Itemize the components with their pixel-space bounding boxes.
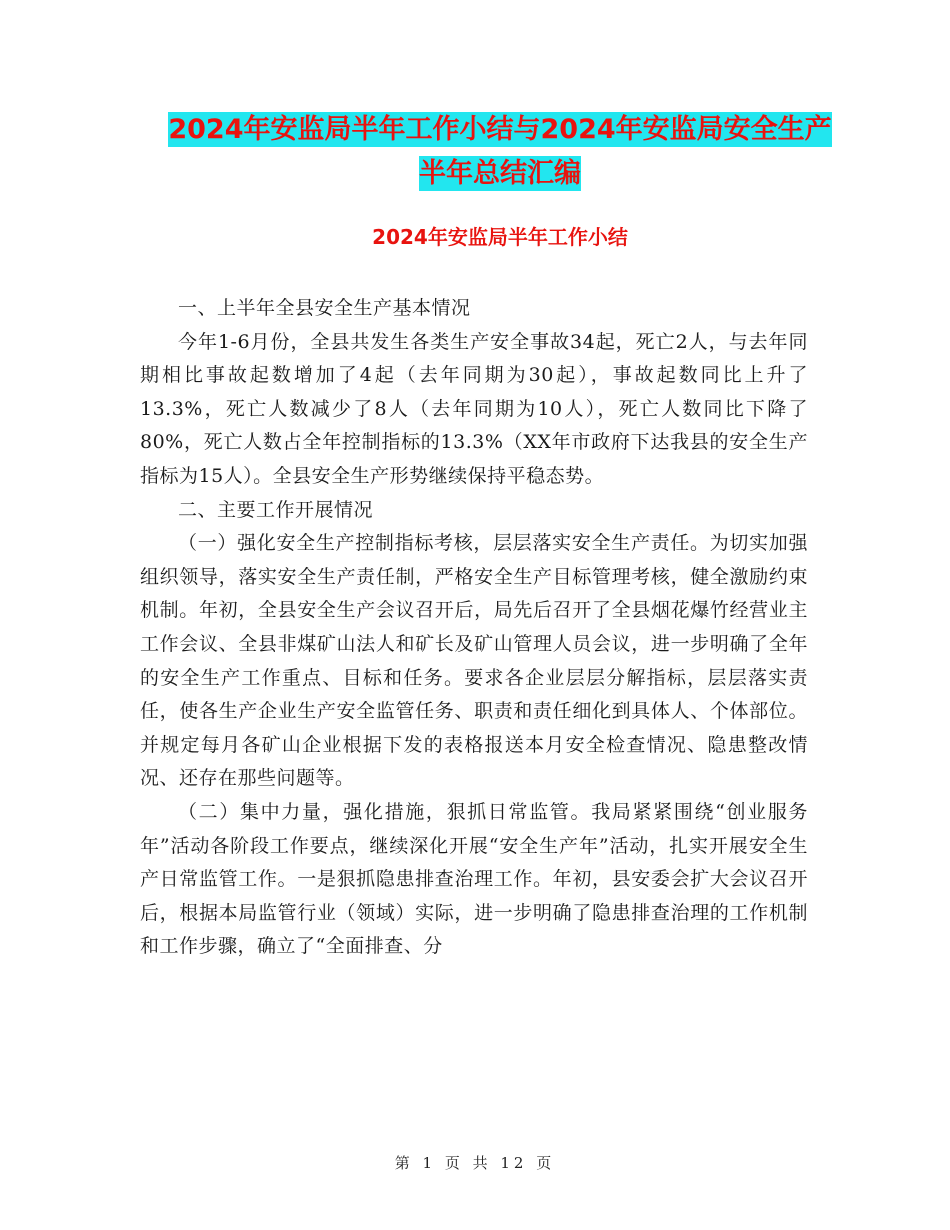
- heading-basic-situation: 一、上半年全县安全生产基本情况: [178, 297, 471, 319]
- heading-main-work: 二、主要工作开展情况: [178, 498, 374, 521]
- section-title: 2024年安监局半年工作小结: [372, 225, 628, 249]
- document-body: [140, 292, 808, 964]
- paragraph-responsibility: （一）强化安全生产控制指标考核，层层落实安全生产责任。为切实加强组织领导，落实安全生产责任制，严格安全生产目标管理考核，健全激励约束机制。年初，全县安全生产会议召开后，局先后召开了全县烟花爆竹经营业主工作会议、全县非煤矿山法人和矿长及矿山管理人员会议，进一步明确了全年的安全生产工作重点、目标和任务。要求各企业层层分解指标，层层落实责任，使各生产企业生产安全监管任务、职责和责任细化到具体人、个体部位。并规定每月各矿山企业根据下发的表格报送本月安全检查情况、隐患整改情况、还存在那些问题等。: [140, 532, 808, 790]
- document-title-line1: 2024年安监局半年工作小结与2024年安监局安全生产: [168, 114, 832, 145]
- page-number-footer: 第 1 页 共 12 页: [394, 1154, 556, 1172]
- paragraph-accident-stats: 今年1-6月份，全县共发生各类生产安全事故34起，死亡2人，与去年同期相比事故起数增加了4起（去年同期为30起），事故起数同比上升了13.3%，死亡人数减少了8人（去年同期为10人），死亡人数同比下降了80%，死亡人数占全年控制指标的13.3%（XX年市政府下达我县的安全生产指标为15人）。全县安全生产形势继续保持平稳态势。: [140, 330, 808, 487]
- paragraph-daily-supervision: （二）集中力量，强化措施，狠抓日常监管。我局紧紧围绕“创业服务年”活动各阶段工作要点，继续深化开展“安全生产年”活动，扎实开展安全生产日常监管工作。一是狠抓隐患排查治理工作。年初，县安委会扩大会议召开后，根据本局监管行业（领域）实际，进一步明确了隐患排查治理的工作机制和工作步骤，确立了“全面排查、分: [140, 800, 808, 958]
- document-title: [140, 108, 860, 196]
- document-title-line2: 半年总结汇编: [419, 158, 581, 189]
